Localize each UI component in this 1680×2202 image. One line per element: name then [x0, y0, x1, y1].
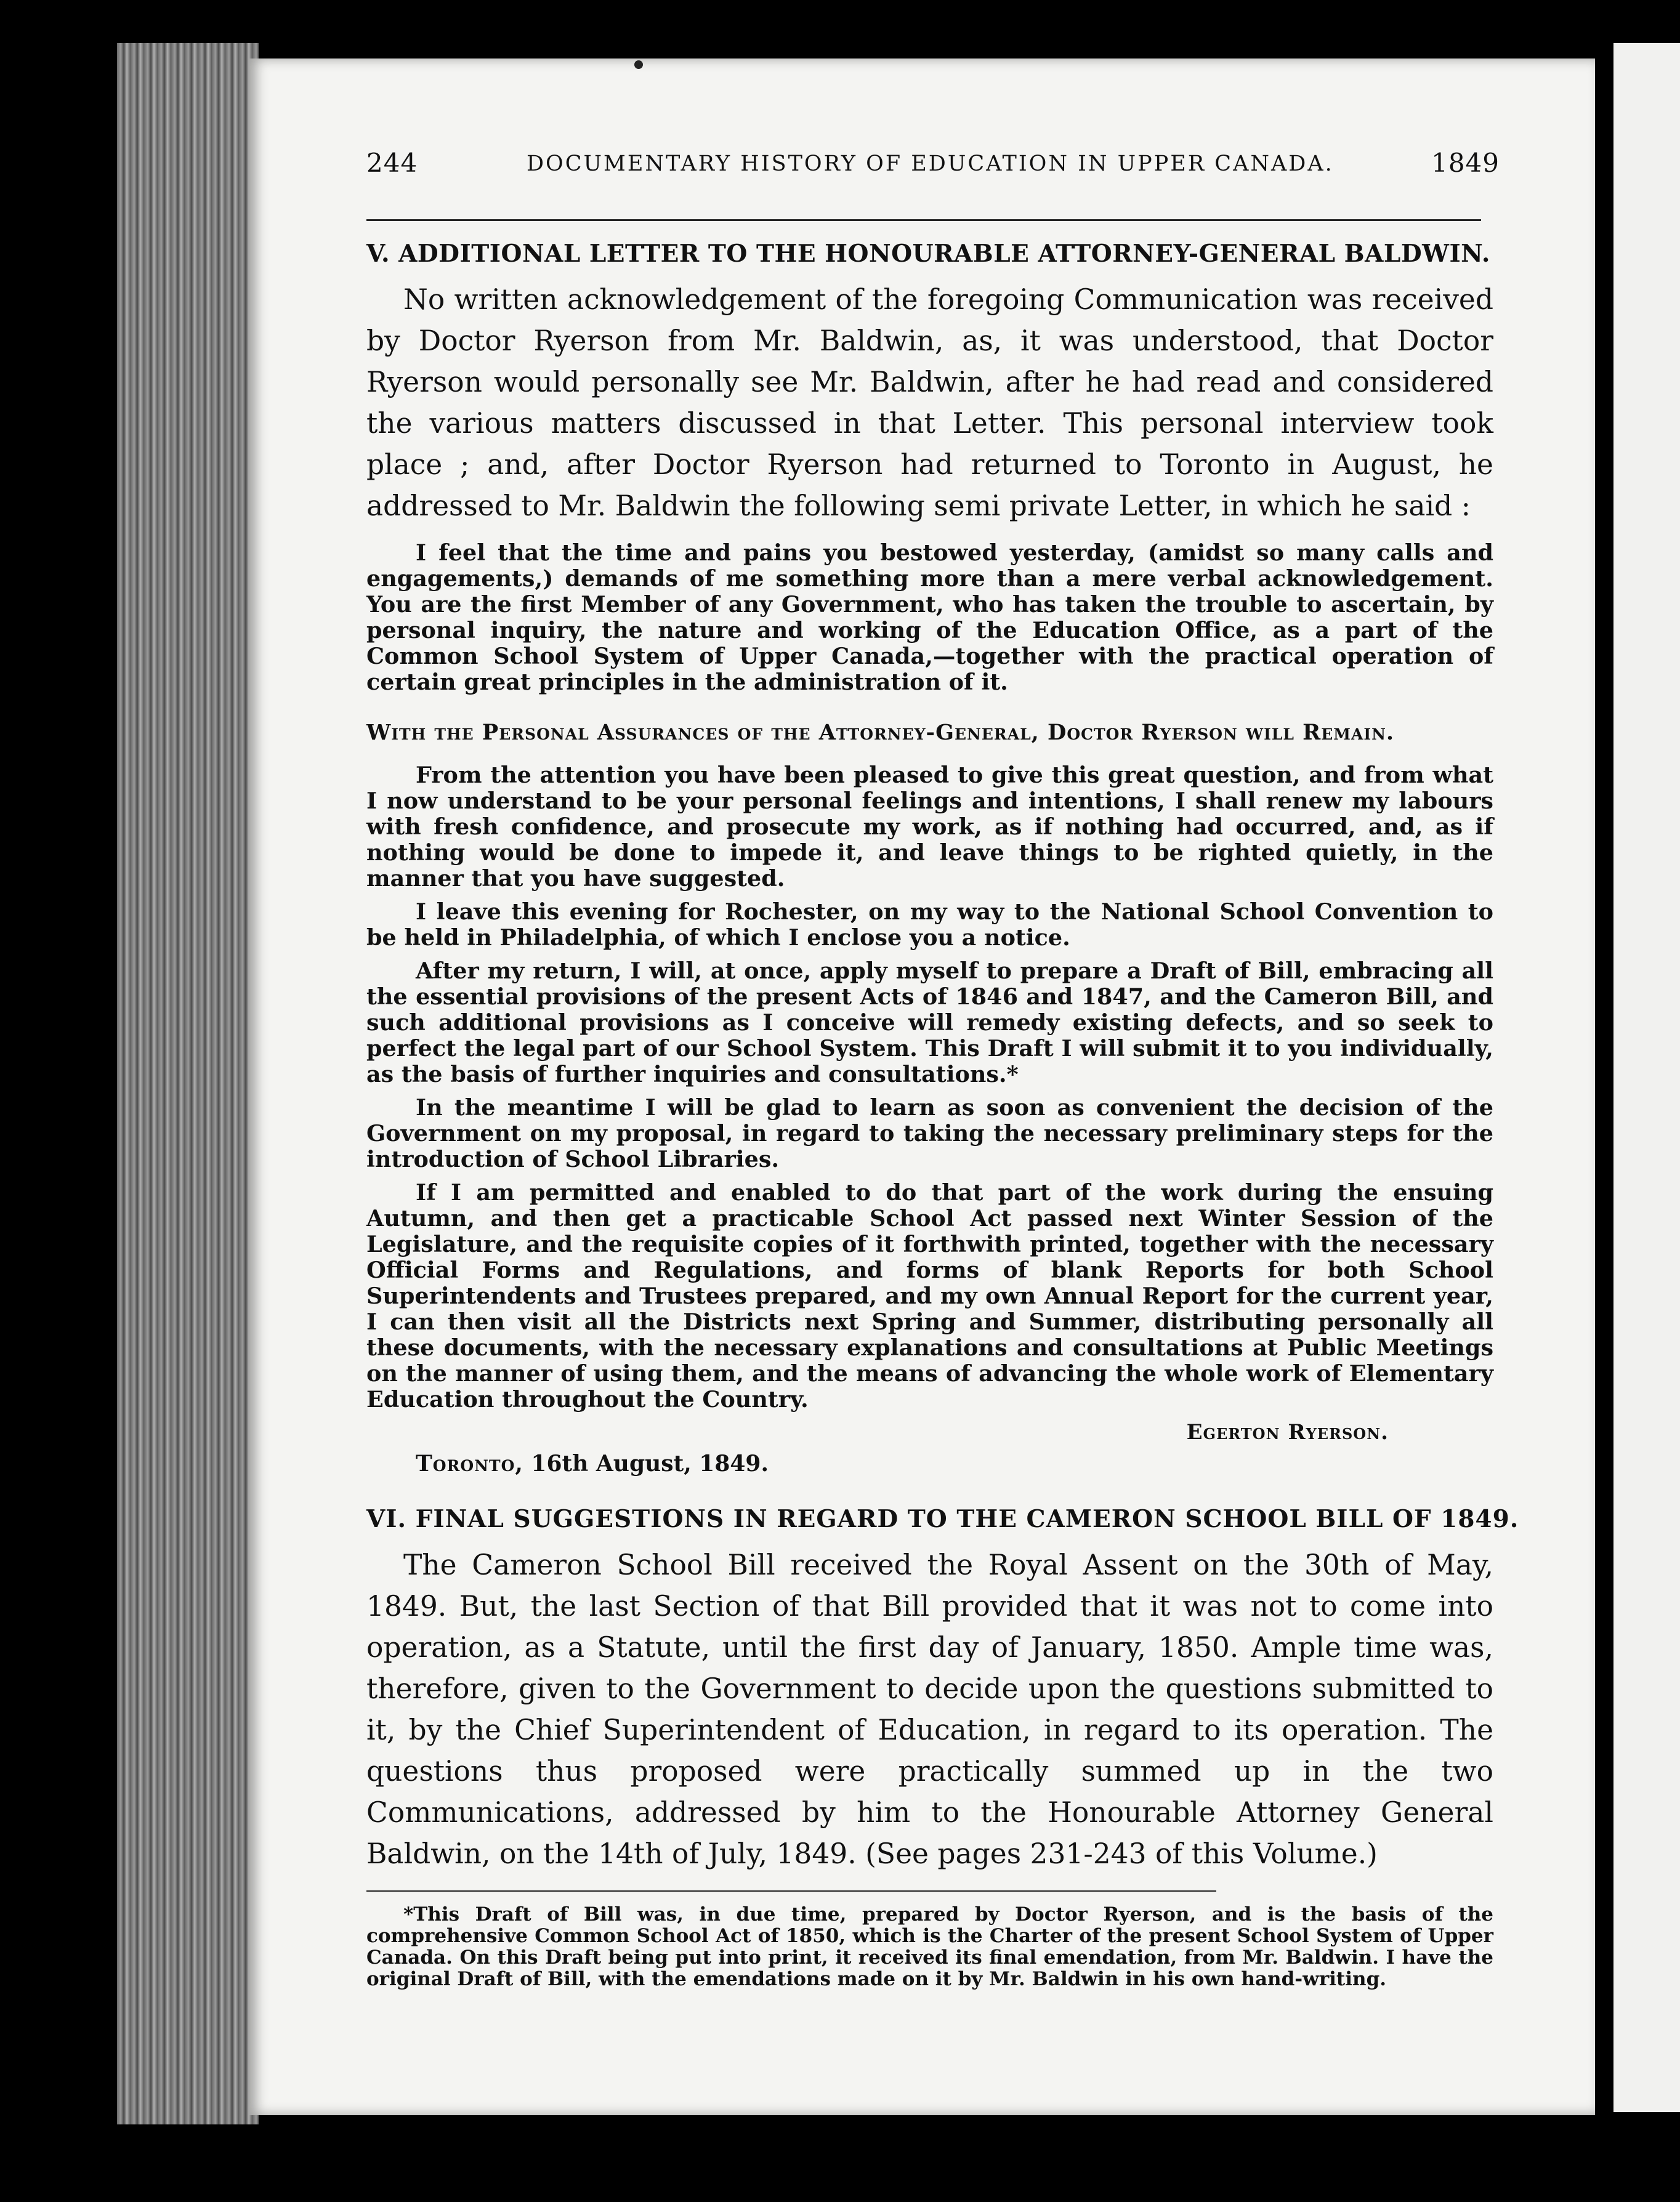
- letter-subheading: With the Personal Assurances of the Attorney-General, Doctor Ryerson will Remain.: [366, 720, 1395, 745]
- header-year: 1849: [1431, 148, 1500, 178]
- letter-paragraph-5: In the meantime I will be glad to learn as soon as convenient the decision of the Government on my proposal, in regard to taking the necessary preliminary steps for the introduction of School Libraries.: [366, 1094, 1493, 1172]
- running-header: [366, 148, 1500, 185]
- footnote-rule: [366, 1890, 1216, 1892]
- page-content: [366, 148, 1519, 2009]
- running-title: DOCUMENTARY HISTORY OF EDUCATION IN UPPER CANADA.: [527, 151, 1334, 176]
- letter-dateline: [416, 1451, 1493, 1477]
- letter-paragraph-4: After my return, I will, at once, apply myself to prepare a Draft of Bill, embracing all the essential provisions of the present Acts of 1846 and 1847, and the Cameron Bill, and such additional provisions as I conceive will remedy existing defects, and so seek to perfect the legal part of our School System. This Draft I will submit it to you individually, as the basis of further inquiries and consultations.*: [366, 958, 1493, 1087]
- section-vi-heading: VI. FINAL SUGGESTIONS IN REGARD TO THE CAMERON SCHOOL BILL OF 1849.: [366, 1505, 1519, 1533]
- letter-paragraph-3: I leave this evening for Rochester, on my way to the National School Convention to be held in Philadelphia, of which I enclose you a notice.: [366, 898, 1493, 951]
- letter-paragraph-6: If I am permitted and enabled to do that part of the work during the ensuing Autumn, and then get a practicable School Act passed next Winter Session of the Legislature, and the requisite copies of it forthwith printed, together with the necessary Official Forms and Regulations, and forms of blank Reports for both School Superintendents and Trustees prepared, and my own Annual Report for the current year, I can then visit all the Districts next Spring and Summer, distributing personally all these documents, with the necessary explanations and consultations at Public Meetings on the manner of using them, and the means of advancing the whole work of Elementary Education throughout the Country.: [366, 1179, 1493, 1413]
- header-rule: [366, 219, 1481, 221]
- letter-signature: Egerton Ryerson.: [1186, 1420, 1389, 1445]
- page-number: 244: [366, 148, 418, 178]
- footnote: *This Draft of Bill was, in due time, prepared by Doctor Ryerson, and is the basis of the comprehensive Common School Act of 1850, which is the Charter of the present School System of Upper Canada. On this Draft being put into print, it received its final emendation, from Mr. Baldwin. I have the original Draft of Bill, with the emendations made on it by Mr. Baldwin in his own hand-writing.: [366, 1903, 1493, 1990]
- book-page-edges: [117, 43, 259, 2124]
- dateline-place: Toronto,: [416, 1451, 523, 1477]
- letter-paragraph-2: From the attention you have been pleased to give this great question, and from what I now understand to be your personal feelings and intentions, I shall renew my labours with fresh confidence, and prosecute my work, as if nothing had occurred, and, as if nothing would be done to impede it, and leave things to be righted quietly, in the manner that you have suggested.: [366, 762, 1493, 892]
- letter-paragraph-1: I feel that the time and pains you bestowed yesterday, (amidst so many calls and engagements,) demands of me something more than a mere verbal acknowledgement. You are the first Member of any Government, who has taken the trouble to ascertain, by personal inquiry, the nature and working of the Education Office, as a part of the Common School System of Upper Canada,—together with the practical operation of certain great principles in the administration of it.: [366, 539, 1493, 695]
- section-vi-body: The Cameron School Bill received the Royal Assent on the 30th of May, 1849. But, the last Section of that Bill provided that it was not to come into operation, as a Statute, until the first day of January, 1850. Ample time was, therefore, given to the Government to decide upon the questions submitted to it, by the Chief Superintendent of Education, in regard to its operation. The questions thus proposed were practically summed up in the two Communications, addressed by him to the Honourable Attorney General Baldwin, on the 14th of July, 1849. (See pages 231-243 of this Volume.): [366, 1549, 1493, 1870]
- section-v-intro: No written acknowledgement of the foregoing Communication was received by Doctor Ryerson from Mr. Baldwin, as, it was understood, that Doctor Ryerson would personally see Mr. Baldwin, after he had read and considered the various matters discussed in that Letter. This personal interview took place ; and, after Doctor Ryerson had returned to Toronto in August, he addressed to Mr. Baldwin the following semi private Letter, in which he said :: [366, 283, 1493, 522]
- ink-speck: [634, 60, 643, 69]
- dateline-date: 16th August, 1849.: [523, 1451, 769, 1477]
- adjacent-page-edge: [1613, 43, 1680, 2112]
- section-v-heading: V. ADDITIONAL LETTER TO THE HONOURABLE ATTORNEY-GENERAL BALDWIN.: [366, 240, 1490, 268]
